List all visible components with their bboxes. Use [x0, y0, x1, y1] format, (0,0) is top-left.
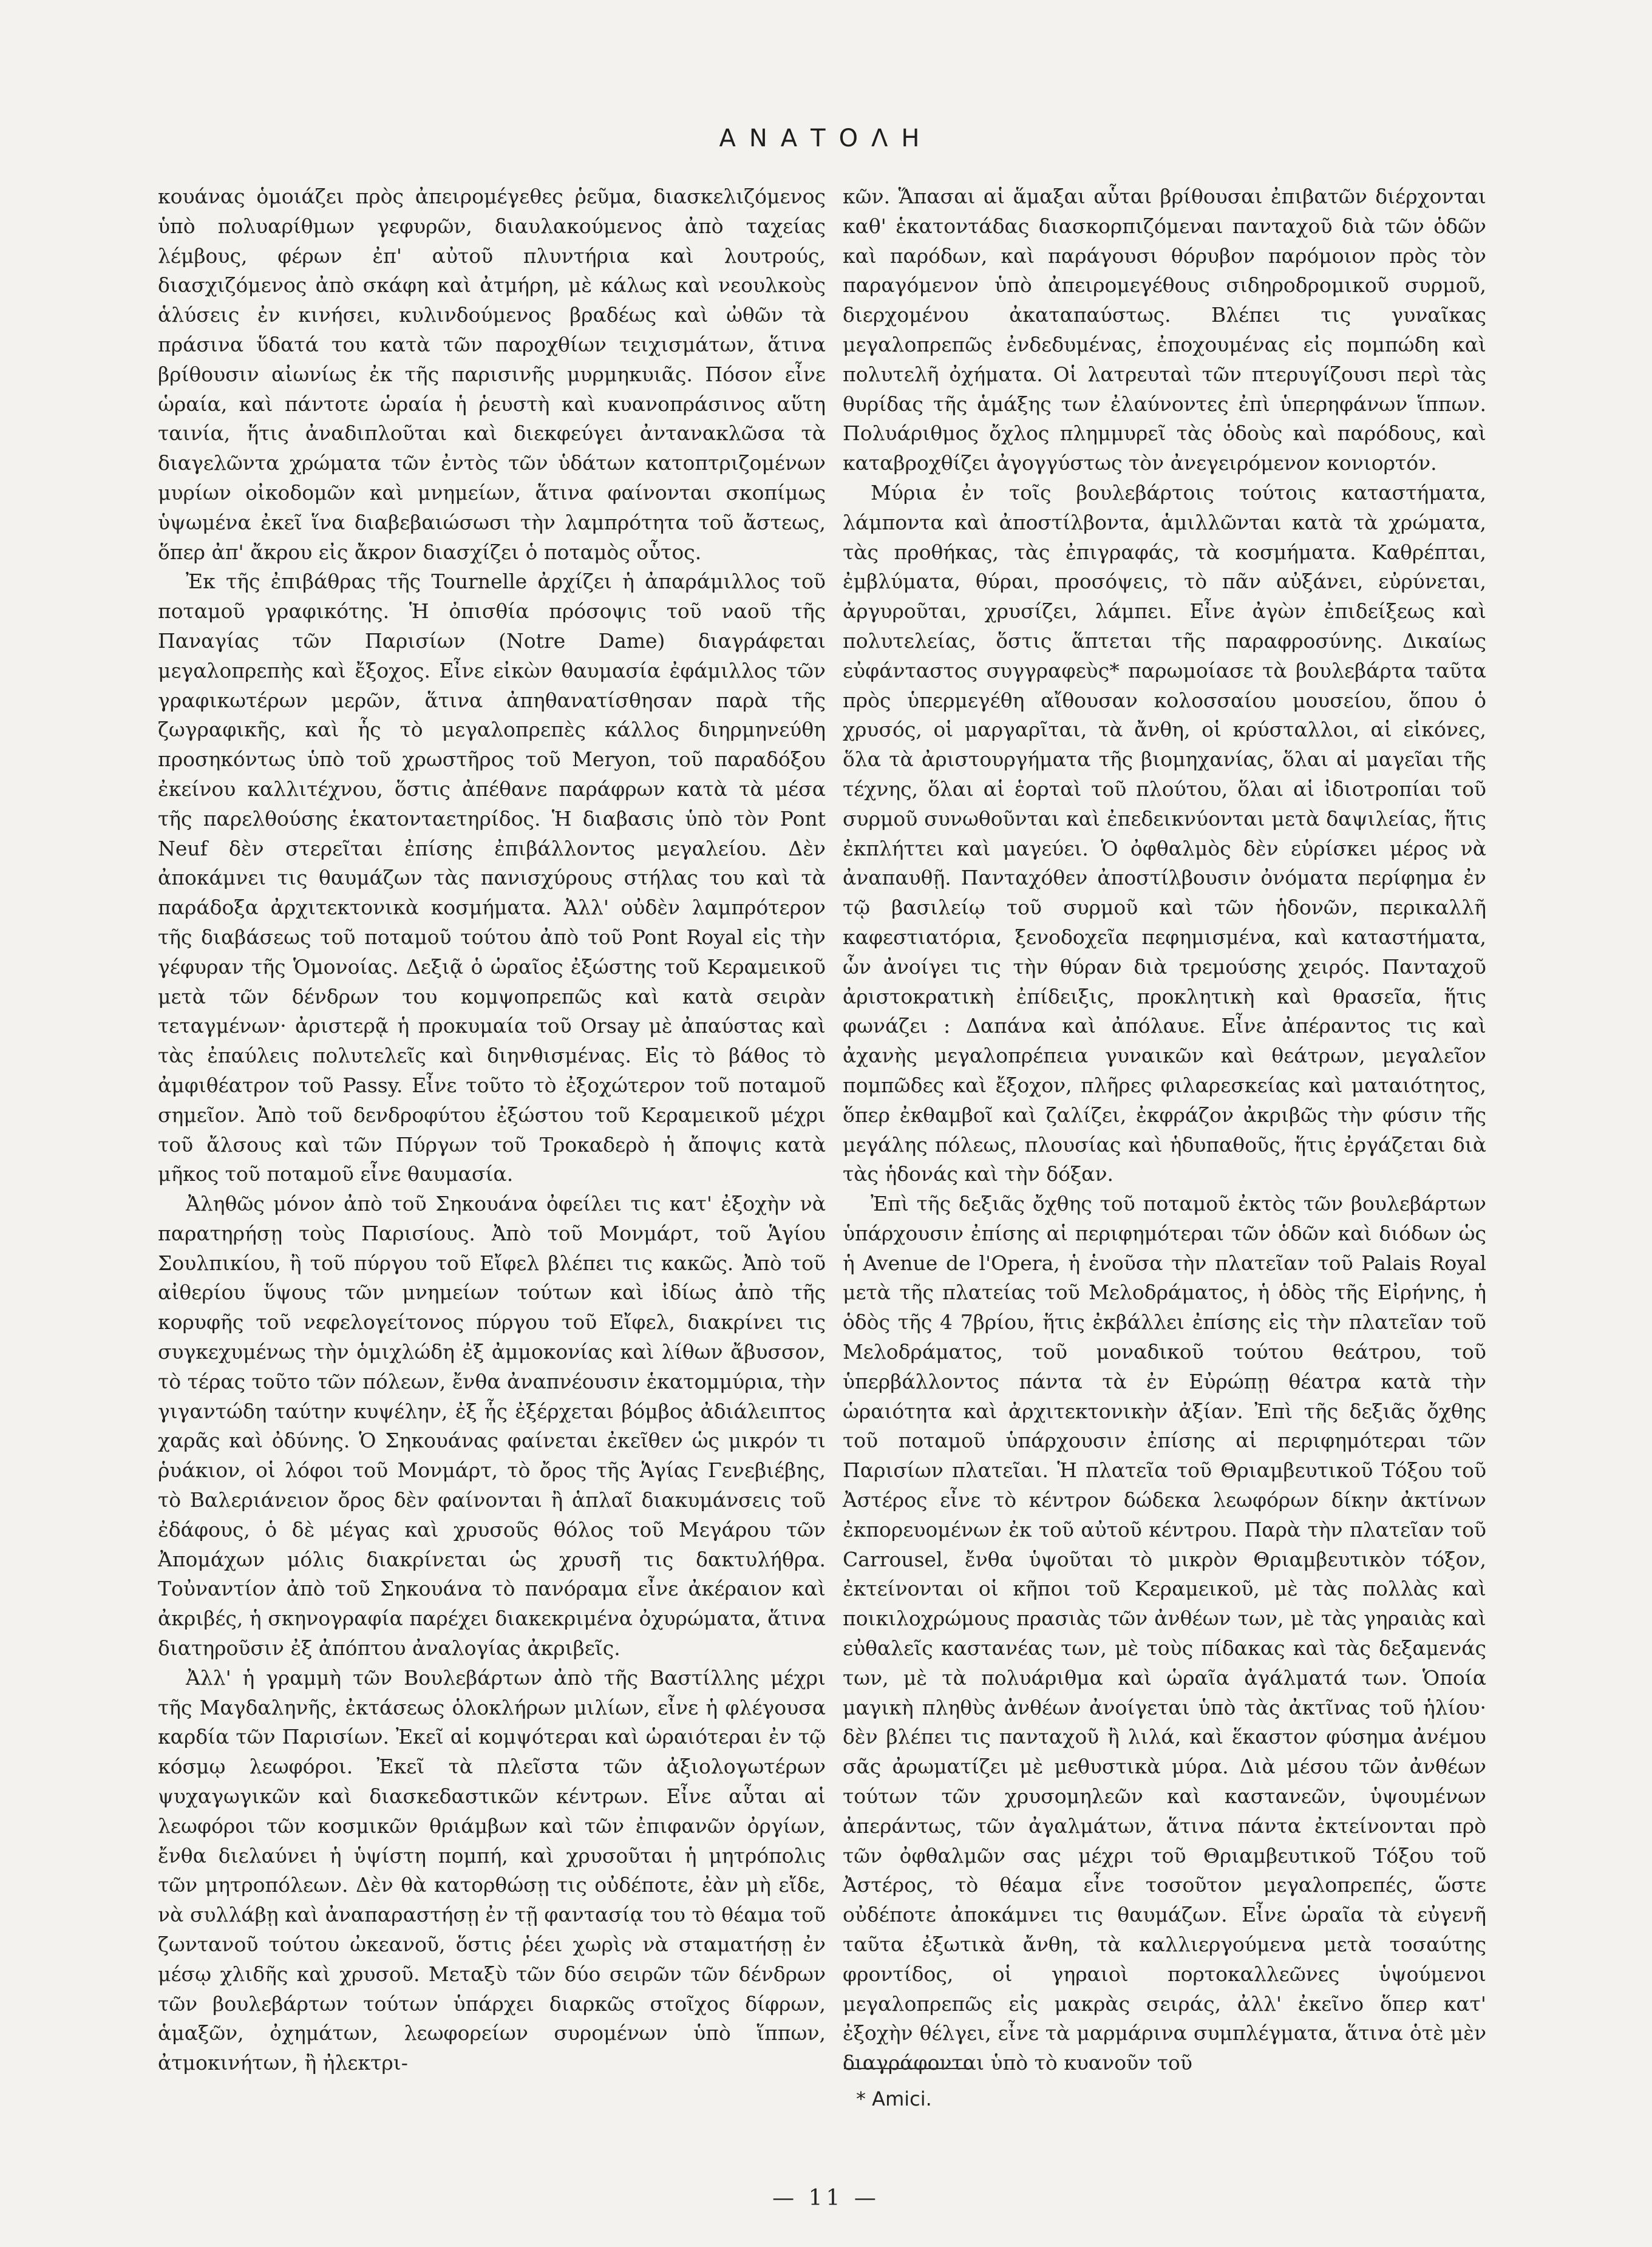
paragraph: κουάνας ὁμοιάζει πρὸς ἀπειρομέγεθες ῥεῦμα, διασκελιζόμενος ὑπὸ πολυαρίθμων γεφυρῶν, διαυλακούμενος ἀπὸ ταχείας λέμβους, φέρων ἐπ' αὐτοῦ πλυντήρια καὶ λουτρούς, διασχιζόμενος ἀπὸ σκάφη καὶ ἀτμήρη, μὲ κάλως καὶ νεουλκοὺς ἁλύσεις ἐν κινήσει, κυλινδούμενος βραδέως καὶ ὠθῶν τὰ πράσινα ὕδατά του κατὰ τῶν παροχθίων τειχισμάτων, ἅτινα βρίθουσιν αἰωνίως ἐκ τῆς παρισινῆς μυρμηκυιᾶς. Πόσον εἶνε ὡραία, καὶ πάντοτε ὡραία ἡ ῥευστὴ καὶ κυανοπράσινος αὕτη ταινία, ἥτις ἀναδιπλοῦται καὶ διεκφεύγει ἀντανακλῶσα τὰ διαγελῶντα χρώματα τῶν ἐντὸς τῶν ὑδάτων κατοπτριζομένων μυρίων οἰκοδομῶν καὶ μνημείων, ἅτινα φαίνονται σκοπίμως ὑψωμένα ἐκεῖ ἵνα διαβεβαιώσωσι τὴν λαμπρότητα τοῦ ἄστεως, ὅπερ ἀπ' ἄκρου εἰς ἄκρον διασχίζει ὁ ποταμὸς οὗτος.	[158, 185, 826, 564]
right-column	[843, 182, 1486, 2078]
paragraph: Ἀλλ' ἡ γραμμὴ τῶν Βουλεβάρτων ἀπὸ τῆς Βαστίλλης μέχρι τῆς Μαγδαληνῆς, ἐκτάσεως ὁλοκλήρων μιλίων, εἶνε ἡ φλέγουσα καρδία τῶν Παρισίων. Ἐκεῖ αἱ κομψότεραι καὶ ὡραιότεραι ἐν τῷ κόσμῳ λεωφόροι. Ἐκεῖ τὰ πλεῖστα τῶν ἀξιολογωτέρων ψυχαγωγικῶν καὶ διασκεδαστικῶν κέντρων. Εἶνε αὗται αἱ λεωφόροι τῶν κοσμικῶν θριάμβων καὶ τῶν ἐπιφανῶν ὀργίων, ἔνθα διελαύνει ἡ ὑψίστη πομπή, καὶ χρυσοῦται ἡ μητρόπολις τῶν μητροπόλεων. Δὲν θὰ κατορθώσῃ τις οὐδέποτε, ἐὰν μὴ εἴδε, νὰ συλλάβῃ καὶ ἀναπαραστήσῃ ἐν τῇ φαντασίᾳ του τὸ θέαμα τοῦ ζωντανοῦ τούτου ὠκεανοῦ, ὅστις ῥέει χωρὶς νὰ σταματήσῃ ἐν μέσῳ χλιδῆς καὶ χρυσοῦ. Μεταξὺ τῶν δύο σειρῶν τῶν δένδρων τῶν βουλεβάρτων τούτων ὑπάρχει διαρκῶς στοῖχος δίφρων, ἁμαξῶν, ὀχημάτων, λεωφορείων συρομένων ὑπὸ ἵππων, ἀτμοκινήτων, ἢ ἠλεκτρι-	[158, 1665, 826, 2075]
paragraph: Ἀληθῶς μόνον ἀπὸ τοῦ Σηκουάνα ὀφείλει τις κατ' ἐξοχὴν νὰ παρατηρήσῃ τοὺς Παρισίους. Ἀπὸ τοῦ Μονμάρτ, τοῦ Ἁγίου Σουλπικίου, ἢ τοῦ πύργου τοῦ Εἴφελ βλέπει τις κακῶς. Ἀπὸ τοῦ αἰθερίου ὕψους τῶν μνημείων τούτων καὶ ἰδίως ἀπὸ τῆς κορυφῆς τοῦ νεφελογείτονος πύργου τοῦ Εἴφελ, διακρίνει τις συγκεχυμένως τὴν ὁμιχλώδη ἐξ ἀμμοκονίας καὶ λίθων ἄβυσσον, τὸ τέρας τοῦτο τῶν πόλεων, ἔνθα ἀναπνέουσιν ἑκατομμύρια, τὴν γιγαντώδη ταύτην κυψέλην, ἐξ ἧς ἐξέρχεται βόμβος ἀδιάλειπτος χαρᾶς καὶ ὀδύνης. Ὁ Σηκουάνας φαίνεται ἐκεῖθεν ὡς μικρόν τι ῥυάκιον, οἱ λόφοι τοῦ Μονμάρτ, τὸ ὄρος τῆς Ἁγίας Γενεβιέβης, τὸ Βαλεριάνειον ὄρος δὲν φαίνονται ἢ ἁπλαῖ διακυμάνσεις τοῦ ἐδάφους, ὁ δὲ μέγας καὶ χρυσοῦς θόλος τοῦ Μεγάρου τῶν Ἀπομάχων μόλις διακρίνεται ὡς χρυσῆ τις δακτυλήθρα. Τοὐναντίον ἀπὸ τοῦ Σηκουάνα τὸ πανόραμα εἶνε ἀκέραιον καὶ ἀκριβές, ἡ σκηνογραφία παρέχει διακεκριμένα ὀχυρώματα, ἅτινα διατηροῦσιν ἐξ ἀπόπτου ἀναλογίας ἀκριβεῖς.	[158, 1192, 826, 1661]
left-column	[158, 182, 826, 2078]
page-number: — 11 —	[772, 2186, 880, 2211]
paragraph: Μύρια ἐν τοῖς βουλεβάρτοις τούτοις καταστήματα, λάμποντα καὶ ἀποστίλβοντα, ἁμιλλῶνται κατὰ τὰ χρώματα, τὰς προθήκας, τὰς ἐπιγραφάς, τὰ κοσμήματα. Καθρέπται, ἐμβλύματα, θύραι, προσόψεις, τὸ πᾶν αὐξάνει, εὐρύνεται, ἀργυροῦται, χρυσίζει, λάμπει. Εἶνε ἀγὼν ἐπιδείξεως καὶ πολυτελείας, ὅστις ἅπτεται τῆς παραφροσύνης. Δικαίως εὐφάνταστος συγγραφεὺς* παρωμοίασε τὰ βουλεβάρτα ταῦτα πρὸς ὑπερμεγέθη αἴθουσαν κολοσσαίου μουσείου, ὅπου ὁ χρυσός, οἱ μαργαρῖται, τὰ ἄνθη, οἱ κρύσταλλοι, αἱ εἰκόνες, ὅλα τὰ ἀριστουργήματα τῆς βιομηχανίας, ὅλαι αἱ μαγεῖαι τῆς τέχνης, ὅλαι αἱ ἑορταὶ τοῦ πλούτου, ὅλαι αἱ ἰδιοτροπίαι τοῦ συρμοῦ συνωθοῦνται καὶ ἐπεδεικνύονται μετὰ δαψιλείας, ἥτις ἐκπλήττει καὶ μαγεύει. Ὁ ὀφθαλμὸς δὲν εὑρίσκει μέρος νὰ ἀναπαυθῇ. Πανταχόθεν ἀποστίλβουσιν ὀνόματα περίφημα ἐν τῷ βασιλείῳ τοῦ συρμοῦ καὶ τῶν ἡδονῶν, περικαλλῆ καφεστιατόρια, ξενοδοχεῖα πεφημισμένα, καὶ καταστήματα, ὧν ἀνοίγει τις τὴν θύραν διὰ τρεμούσης χειρός. Πανταχοῦ ἀριστοκρατικὴ ἐπίδειξις, προκλητικὴ καὶ θρασεῖα, ἥτις φωνάζει : Δαπάνα καὶ ἀπόλαυε. Εἶνε ἀπέραντος τις καὶ ἀχανὴς μεγαλοπρέπεια γυναικῶν καὶ θεάτρων, μεγαλεῖον πομπῶδες καὶ ἔξοχον, πλῆρες φιλαρεσκείας καὶ ματαιότητος, ὅπερ ἐκθαμβοῖ καὶ ζαλίζει, ἐκφράζον ἀκριβῶς τὴν φύσιν τῆς μεγάλης πόλεως, πλουσίας καὶ ἡδυπαθοῦς, ἥτις ἐργάζεται διὰ τὰς ἡδονάς καὶ τὴν δόξαν.	[843, 480, 1486, 1186]
running-header: ΑΝΑΤΟΛΗ	[719, 124, 933, 152]
paragraph: κῶν. Ἅπασαι αἱ ἅμαξαι αὗται βρίθουσαι ἐπιβατῶν διέρχονται καθ' ἑκατοντάδας διασκορπιζόμεναι πανταχοῦ διὰ τῶν ὁδῶν καὶ παρόδων, καὶ παράγουσι θόρυβον παρόμοιον πρὸς τὸν παραγόμενον ὑπὸ ἀπειρομεγέθους σιδηροδρομικοῦ συρμοῦ, διερχομένου ἀκαταπαύστως. Βλέπει τις γυναῖκας μεγαλοπρεπῶς ἐνδεδυμένας, ἐποχουμένας εἰς πομπώδη καὶ πολυτελῆ ὀχήματα. Οἱ λατρευταὶ τῶν πτερυγίζουσι περὶ τὰς θυρίδας τῆς ἁμάξης των ἐλαύνοντες ἐπὶ ὑπερηφάνων ἵππων. Πολυάριθμος ὄχλος πλημμυρεῖ τὰς ὁδοὺς καὶ παρόδους, καὶ καταβροχθίζει ἀγογγύστως τὸν ἀνεγειρόμενον κονιορτόν.	[843, 185, 1486, 475]
paragraph: Ἐκ τῆς ἐπιβάθρας τῆς Tournelle ἀρχίζει ἡ ἀπαράμιλλος τοῦ ποταμοῦ γραφικότης. Ἡ ὀπισθία πρόσοψις τοῦ ναοῦ τῆς Παναγίας τῶν Παρισίων (Notre Dame) διαγράφεται μεγαλοπρεπὴς καὶ ἔξοχος. Εἶνε εἰκὼν θαυμασία ἐφάμιλλος τῶν γραφικωτέρων μερῶν, ἅτινα ἀπηθανατίσθησαν παρὰ τῆς ζωγραφικῆς, καὶ ἧς τὸ μεγαλοπρεπὲς κάλλος διηρμηνεύθη προσηκόντως ὑπὸ τοῦ χρωστῆρος τοῦ Meryon, τοῦ παραδόξου ἐκείνου καλλιτέχνου, ὅστις ἀπέθανε παράφρων κατὰ τὰ μέσα τῆς παρελθούσης ἑκατονταετηρίδος. Ἡ διαβασις ὑπὸ τὸν Pont Neuf δὲν στερεῖται ἐπίσης ἐπιβάλλοντος μεγαλείου. Δὲν ἀποκάμνει τις θαυμάζων τὰς πανισχύρους στήλας του καὶ τὰ παράδοξα ἀρχιτεκτονικὰ κοσμήματα. Ἀλλ' οὐδὲν λαμπρότερον τῆς διαβάσεως τοῦ ποταμοῦ τούτου ἀπὸ τοῦ Pont Royal εἰς τὴν γέφυραν τῆς Ὁμονοίας. Δεξιᾷ ὁ ὡραῖος ἐξώστης τοῦ Κεραμεικοῦ μετὰ τῶν δένδρων του κομψοπρεπῶς καὶ κατὰ σειρὰν τεταγμένων· ἀριστερᾷ ἡ προκυμαία τοῦ Orsay μὲ ἀπαύστας καὶ τὰς ἐπαύλεις πολυτελεῖς καὶ διηνθισμένας. Εἰς τὸ βάθος τὸ ἀμφιθέατρον τοῦ Passy. Εἶνε τοῦτο τὸ ἐξοχώτερον τοῦ ποταμοῦ σημεῖον. Ἀπὸ τοῦ δενδροφύτου ἐξώστου τοῦ Κεραμεικοῦ μέχρι τοῦ ἄλσους καὶ τῶν Πύργων τοῦ Τροκαδερὸ ἡ ἄποψις κατὰ μῆκος τοῦ ποταμοῦ εἶνε θαυμασία.	[158, 569, 826, 1186]
footnote-divider	[844, 2068, 971, 2069]
footnote: * Amici.	[856, 2087, 932, 2110]
paragraph: Ἐπὶ τῆς δεξιᾶς ὄχθης τοῦ ποταμοῦ ἐκτὸς τῶν βουλεβάρτων ὑπάρχουσιν ἐπίσης αἱ περιφημότεραι τῶν ὁδῶν καὶ διόδων ὡς ἡ Avenue de l'Opera, ἡ ἑνοῦσα τὴν πλατεῖαν τοῦ Palais Royal μετὰ τῆς πλατείας τοῦ Μελοδράματος, ἡ ὁδὸς τῆς Εἰρήνης, ἡ ὁδὸς τῆς 4 7βρίου, ἥτις ἐκβάλλει ἐπίσης εἰς τὴν πλατεῖαν τοῦ Μελοδράματος, τοῦ μοναδικοῦ τούτου θεάτρου, τοῦ ὑπερβάλλοντος πάντα τὰ ἐν Εὐρώπῃ θέατρα κατὰ τὴν ὡραιότητα καὶ ἀρχιτεκτονικὴν ἀξίαν. Ἐπὶ τῆς δεξιᾶς ὄχθης τοῦ ποταμοῦ ὑπάρχουσιν ἐπίσης αἱ περιφημότεραι τῶν Παρισίων πλατεῖαι. Ἡ πλατεῖα τοῦ Θριαμβευτικοῦ Τόξου τοῦ Ἀστέρος εἶνε τὸ κέντρον δώδεκα λεωφόρων δίκην ἀκτίνων ἐκπορευομένων ἐκ τοῦ αὐτοῦ κέντρου. Παρὰ τὴν πλατεῖαν τοῦ Carrousel, ἔνθα ὑψοῦται τὸ μικρὸν Θριαμβευτικὸν τόξον, ἐκτείνονται οἱ κῆποι τοῦ Κεραμεικοῦ, μὲ τὰς πολλὰς καὶ ποικιλοχρώμους πρασιὰς τῶν ἀνθέων των, μὲ τὰς γηραιὰς καὶ εὐθαλεῖς καστανέας των, μὲ τοὺς πίδακας καὶ τὰς δεξαμενάς των, μὲ τὰ πολυάριθμα καὶ ὡραῖα ἀγάλματά των. Ὁποία μαγικὴ πληθὺς ἀνθέων ἀνοίγεται ὑπὸ τὰς ἀκτῖνας τοῦ ἡλίου· δὲν βλέπει τις πανταχοῦ ἢ λιλά, καὶ ἕκαστον φύσημα ἀνέμου σᾶς ἀρωματίζει μὲ μεθυστικὰ μύρα. Διὰ μέσου τῶν ἀνθέων τούτων τῶν χρυσομηλεῶν καὶ καστανεῶν, ὑψουμένων ἀπεράντως, τῶν ἀγαλμάτων, ἅτινα πάντα ἐκτείνονται πρὸ τῶν ὀφθαλμῶν σας μέχρι τοῦ Θριαμβευτικοῦ Τόξου τοῦ Ἀστέρος, τὸ θέαμα εἶνε τοσοῦτον μεγαλοπρεπές, ὥστε οὐδέποτε ἀποκάμνει τις θαυμάζων. Εἶνε ὡραῖα τὰ εὐγενῆ ταῦτα ἐξωτικὰ ἄνθη, τὰ καλλιεργούμενα μετὰ τοσαύτης φροντίδος, οἱ γηραιοὶ πορτοκαλλεῶνες ὑψούμενοι μεγαλοπρεπῶς εἰς μακρὰς σειράς, ἀλλ' ἐκεῖνο ὅπερ κατ' ἐξοχὴν θέλγει, εἶνε τὰ μαρμάρινα συμπλέγματα, ἅτινα ὁτὲ μὲν διαγράφονται ὑπὸ τὸ κυανοῦν τοῦ	[843, 1192, 1486, 2075]
